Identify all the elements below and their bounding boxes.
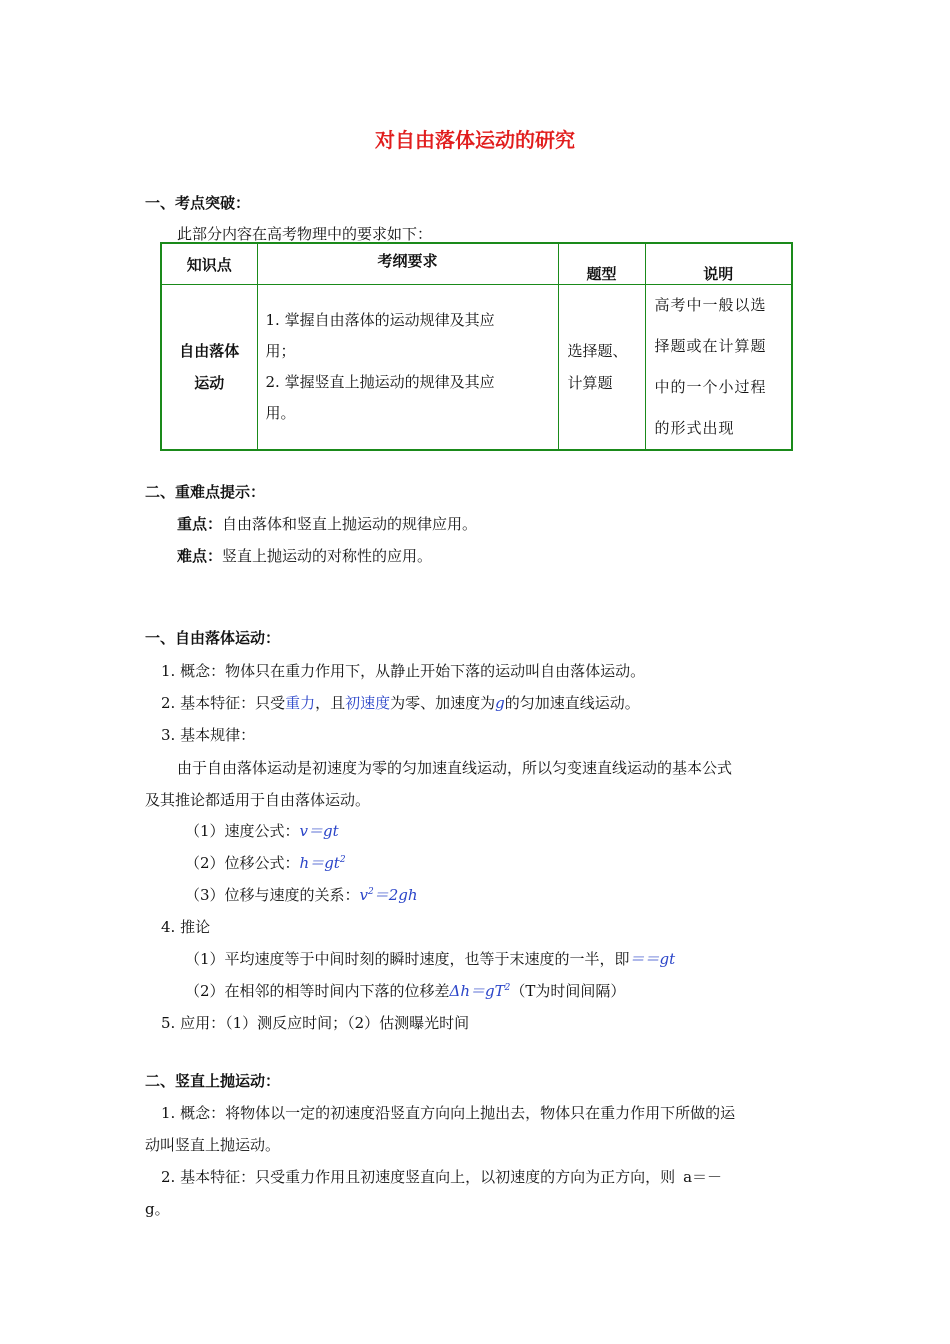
- note-line: 择题或在计算题: [654, 337, 767, 355]
- hard-text: 竖直上抛运动的对称性的应用。: [222, 547, 433, 565]
- corollary-text: （1）平均速度等于中间时刻的瞬时速度，也等于末速度的一半，即: [185, 950, 630, 968]
- vertical-throw-feature-line: g。: [145, 1200, 170, 1218]
- formula: v＝gt: [299, 822, 339, 840]
- formula-exponent: 2: [368, 887, 374, 897]
- free-fall-item-laws: 3. 基本规律：: [161, 726, 256, 744]
- paragraph-line: 及其推论都适用于自由落体运动。: [145, 791, 371, 809]
- free-fall-item-concept: 1. 概念：物体只在重力作用下，从静止开始下落的运动叫自由落体运动。: [161, 662, 646, 680]
- corollary-displacement-difference: [185, 981, 625, 1001]
- knowledge-cell: [161, 285, 257, 451]
- formula-label: （2）位移公式：: [185, 854, 300, 872]
- text: 的匀加速直线运动。: [504, 694, 640, 712]
- formula: h＝gt: [299, 854, 340, 872]
- requirement-line: 2. 掌握竖直上抛运动的规律及其应: [265, 373, 495, 391]
- section-heading-free-fall: 一、自由落体运动：: [145, 629, 281, 647]
- term-initial-velocity: 初速度: [345, 694, 391, 712]
- formula-displacement: [185, 853, 346, 873]
- free-fall-item-feature: [161, 693, 640, 713]
- formula-velocity-displacement: [185, 885, 418, 905]
- table-header: 知识点: [161, 243, 257, 285]
- text: 2. 基本特征：只受: [161, 694, 286, 712]
- table-header: 考纲要求: [257, 243, 558, 285]
- question-type-line: 选择题、: [567, 342, 628, 360]
- page-title: 对自由落体运动的研究: [375, 128, 575, 152]
- requirement-line: 用；: [265, 342, 296, 360]
- note-line: 的形式出现: [654, 419, 735, 437]
- formula: Δh＝gT: [449, 982, 505, 1000]
- vertical-throw-concept-line: 1. 概念：将物体以一定的初速度沿竖直方向向上抛出去，物体只在重力作用下所做的运: [161, 1104, 736, 1122]
- notes-cell: [645, 285, 792, 451]
- hard-point: [177, 546, 432, 566]
- vertical-throw-feature-line: [161, 1167, 722, 1187]
- formula-label: （1）速度公式：: [185, 822, 300, 840]
- knowledge-line: 运动: [194, 374, 225, 392]
- section-heading-exam-points: 一、考点突破：: [145, 194, 251, 212]
- formula-label: （3）位移与速度的关系：: [185, 886, 360, 904]
- section-heading-key-points: 二、重难点提示：: [145, 483, 266, 501]
- requirement-line: 用。: [265, 404, 296, 422]
- corollary-note: （T为时间间隔）: [510, 982, 626, 1000]
- formula: v: [359, 886, 369, 904]
- table-intro: 此部分内容在高考物理中的要求如下：: [177, 225, 433, 243]
- vertical-throw-concept-line: 动叫竖直上抛运动。: [145, 1136, 281, 1154]
- formula: a＝－: [683, 1168, 723, 1186]
- hard-label: 难点：: [177, 547, 223, 565]
- text: 为零、加速度为: [390, 694, 496, 712]
- term-gravity: 重力: [285, 694, 316, 712]
- note-line: 中的一个小过程: [654, 378, 767, 396]
- requirements-table: [160, 242, 793, 451]
- formula-exponent: 2: [339, 855, 346, 865]
- question-type-cell: [558, 285, 645, 451]
- table-header: 题型: [558, 243, 645, 285]
- table-header: 说明: [645, 243, 792, 285]
- text: ，且: [315, 694, 346, 712]
- key-text: 自由落体和竖直上抛运动的规律应用。: [222, 515, 478, 533]
- paragraph-line: 由于自由落体运动是初速度为零的匀加速直线运动，所以匀变速直线运动的基本公式: [177, 759, 733, 777]
- requirements-cell: [257, 285, 558, 451]
- free-fall-item-application: 5. 应用：（1）测反应时间；（2）估测曝光时间: [161, 1014, 470, 1032]
- knowledge-line: 自由落体: [179, 342, 240, 360]
- key-point: [177, 514, 477, 534]
- term-g: g: [495, 694, 505, 712]
- text: 2. 基本特征：只受重力作用且初速度竖直向上，以初速度的方向为正方向，则: [161, 1168, 676, 1186]
- formula: ＝2gh: [373, 886, 418, 904]
- question-type-line: 计算题: [567, 374, 613, 392]
- formula: ＝＝gt: [629, 950, 676, 968]
- formula-velocity: [185, 821, 339, 841]
- key-label: 重点：: [177, 515, 223, 533]
- table-row: [161, 285, 792, 451]
- corollary-average-velocity: [185, 949, 675, 969]
- section-heading-vertical-throw: 二、竖直上抛运动：: [145, 1072, 281, 1090]
- requirement-line: 1. 掌握自由落体的运动规律及其应: [265, 311, 495, 329]
- formula-exponent: 2: [504, 983, 511, 993]
- free-fall-item-corollary: 4. 推论: [161, 918, 211, 936]
- corollary-text: （2）在相邻的相等时间内下落的位移差: [185, 982, 450, 1000]
- note-line: 高考中一般以选: [654, 296, 767, 314]
